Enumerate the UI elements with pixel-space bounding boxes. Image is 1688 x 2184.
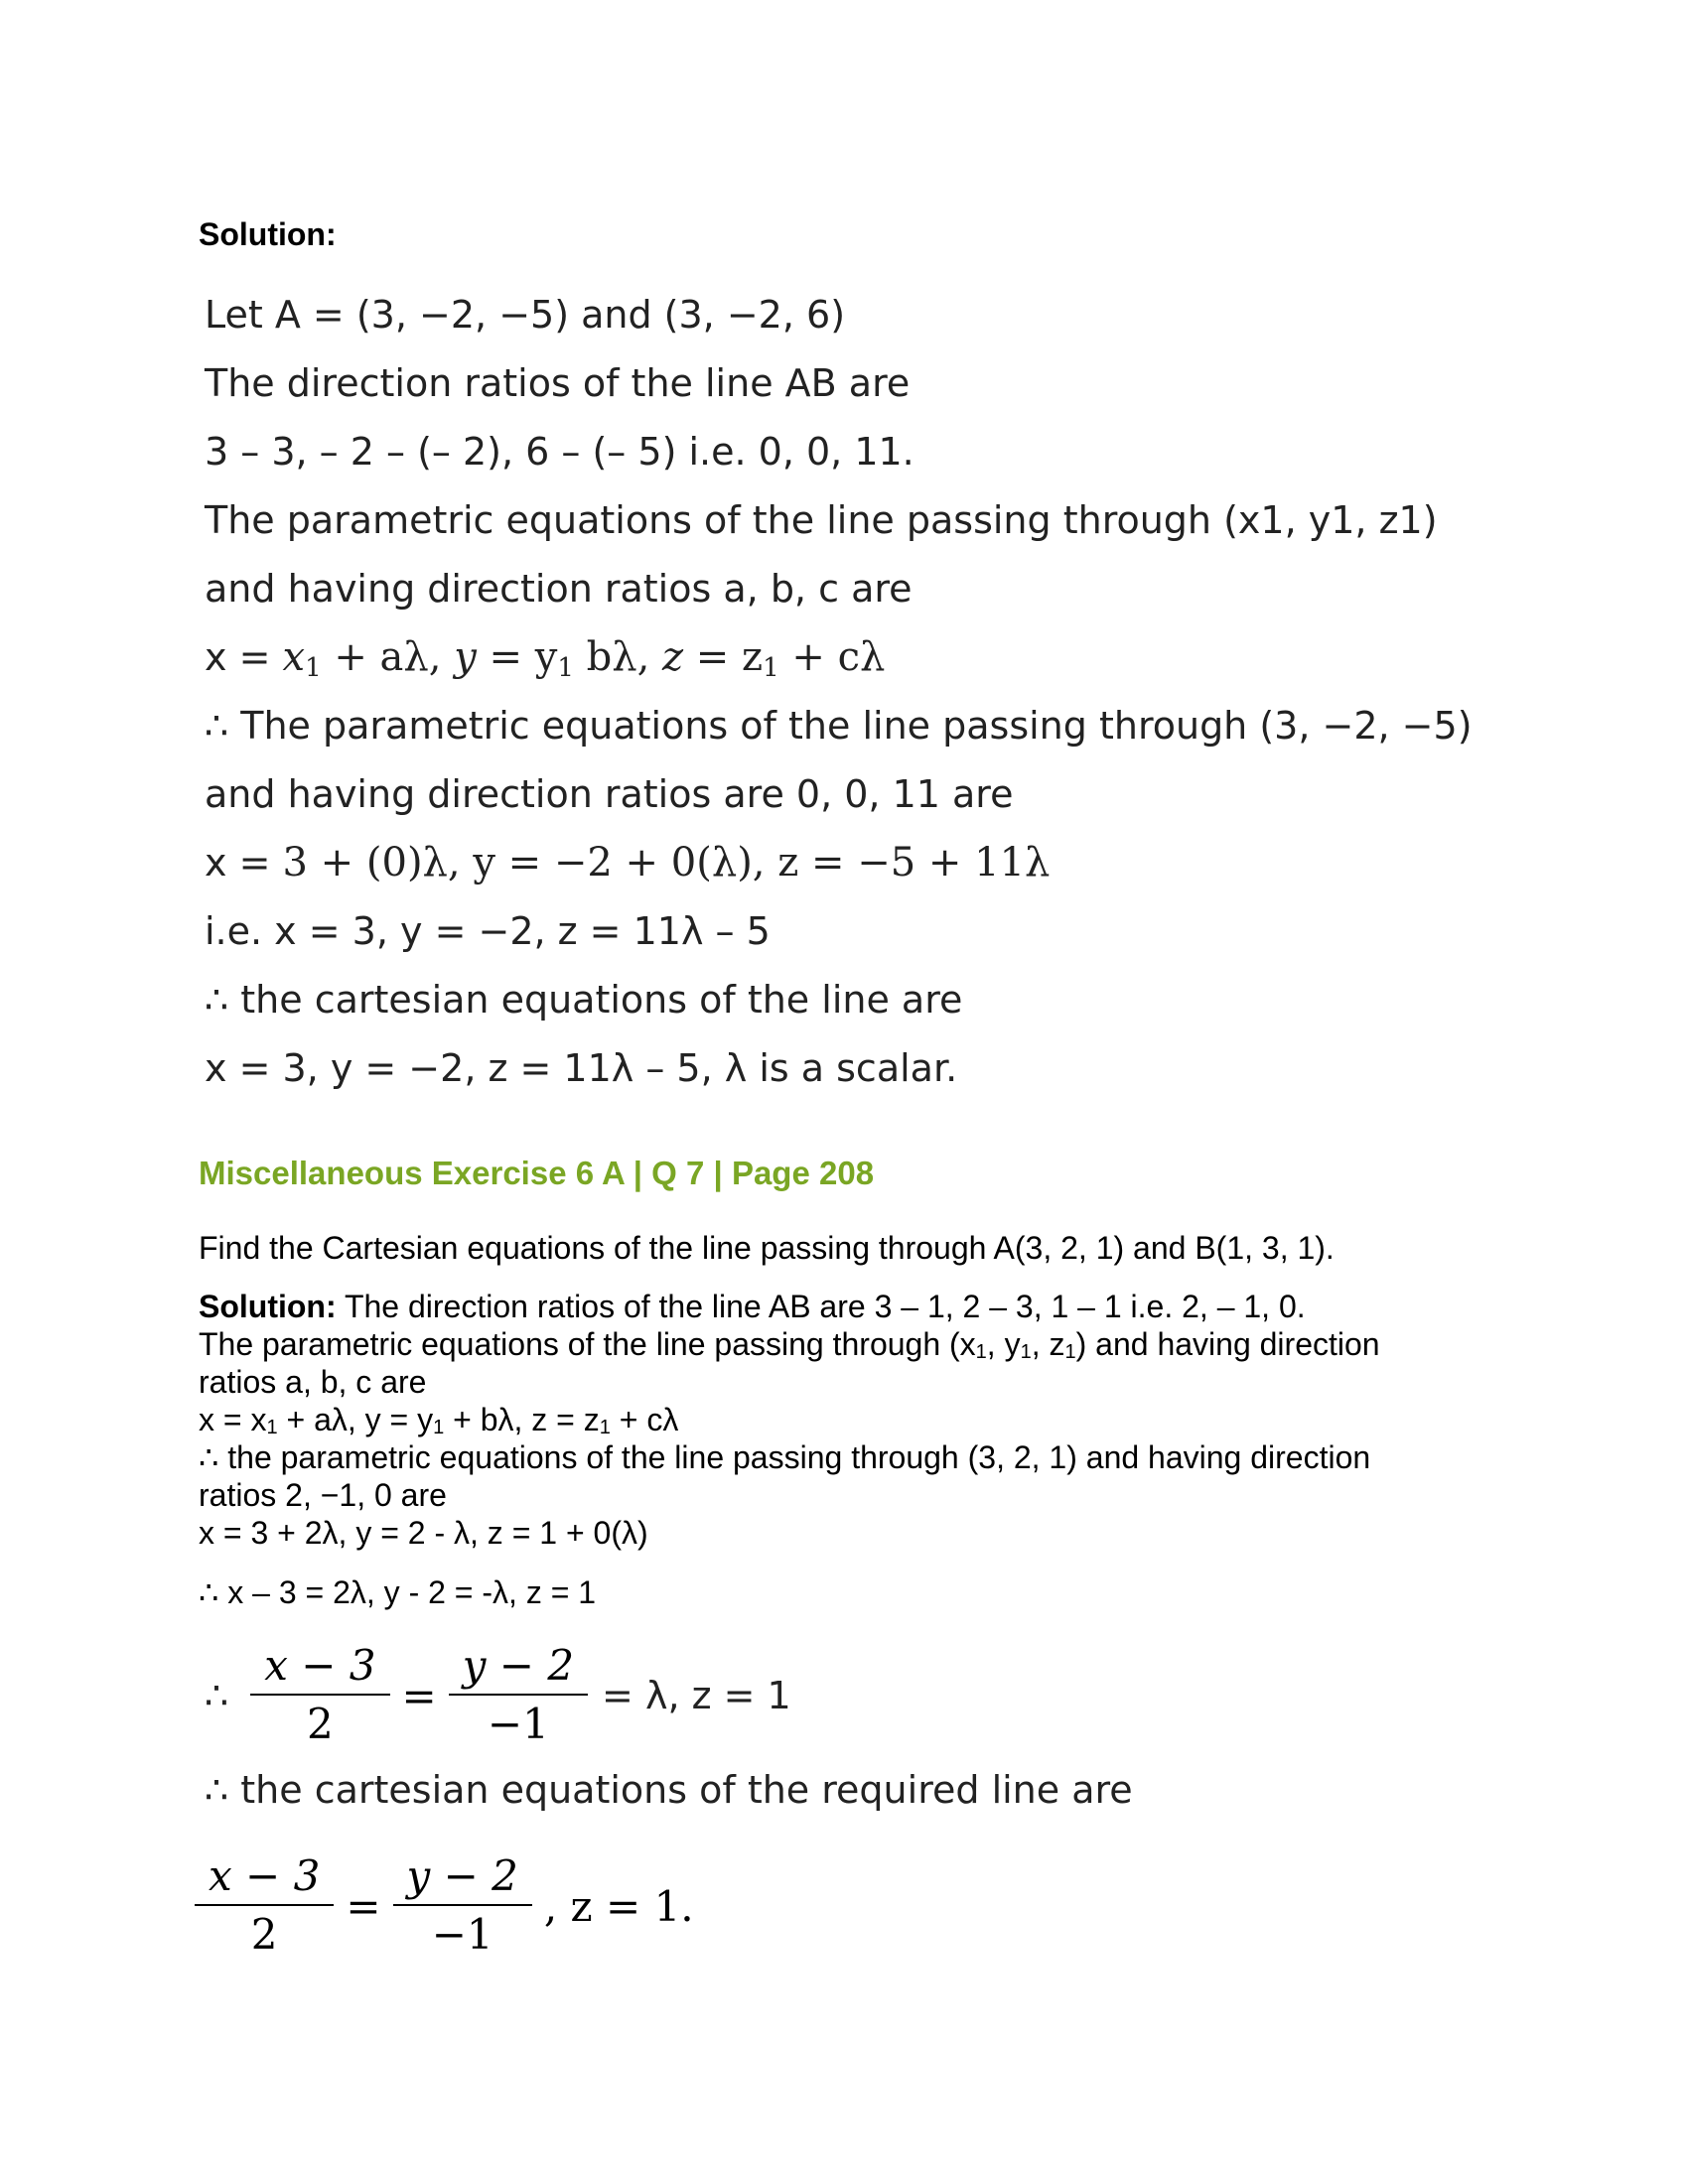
text-line: ∴ the parametric equations of the line passing through (3, 2, 1) and having direction — [199, 1439, 1371, 1475]
solution-line: x = 3, y = −2, z = 11λ – 5, λ is a scalar. — [205, 1046, 958, 1090]
solution-line: ∴ the cartesian equations of the line are — [205, 978, 963, 1022]
solution-first-line: Solution: The direction ratios of the line AB are 3 – 1, 2 – 3, 1 – 1 i.e. 2, – 1, 0. — [199, 1289, 1306, 1324]
specific-parametric-equation: x = 3 + (0)λ, y = −2 + 0(λ), z = −5 + 11λ — [205, 840, 1051, 886]
solution-line: 3 – 3, – 2 – (– 2), 6 – (– 5) i.e. 0, 0, 11. — [205, 430, 914, 474]
solution-line: The parametric equations of the line passing through (x1, y1, z1) — [205, 498, 1438, 542]
fraction: $\frac{x - 3}{2}$ — [195, 1848, 334, 1964]
solution-line: and having direction ratios a, b, c are — [205, 567, 913, 611]
text-line: ratios a, b, c are — [199, 1364, 427, 1400]
rearranged-equation-line: ∴ x – 3 = 2λ, y - 2 = -λ, z = 1 — [199, 1574, 597, 1610]
solution-text-block — [199, 1288, 1489, 1611]
general-parametric-equation: $x = x_1 + a\lambda$, $y = y_1$ bλ, $z = z_1 + c\lambda$ — [205, 634, 886, 683]
fraction: $\frac{y - 2}{-1}$ — [449, 1638, 588, 1753]
fraction-equation-2: $\frac{x - 3}{2}$ = $\frac{y - 2}{-1}$ , z = 1. — [195, 1848, 694, 1964]
general-equation-line: $x = x_1 + a\lambda$, $y = y_1 + b\lambda$, $z = z_1 + c\lambda$ — [199, 1402, 679, 1438]
solution-line: ∴ The parametric equations of the line passing through (3, −2, −5) — [205, 704, 1473, 748]
solution-image-block — [205, 281, 1473, 1103]
fraction-equation-1: ∴ $\frac{x - 3}{2}$ = $\frac{y - 2}{-1}$ = λ, z = 1 — [205, 1638, 791, 1753]
fraction: $\frac{x - 3}{2}$ — [250, 1638, 389, 1753]
solution-label: Solution: — [199, 216, 337, 252]
param-intro-line: The parametric equations of the line passing through ($x_1$, $y_1$, $z_1$) and having direction — [199, 1326, 1380, 1363]
solution-line: Let A = (3, −2, −5) and (3, −2, 6) — [205, 293, 846, 337]
solution-label: Solution: — [199, 1289, 337, 1324]
solution-line: The direction ratios of the line AB are — [205, 361, 911, 405]
solution-line: i.e. x = 3, y = −2, z = 11λ – 5 — [205, 909, 771, 953]
exercise-heading: Miscellaneous Exercise 6 A | Q 7 | Page 208 — [199, 1155, 875, 1191]
solution-line: and having direction ratios are 0, 0, 11 are — [205, 772, 1014, 816]
cartesian-intro: ∴ the cartesian equations of the required line are — [205, 1768, 1133, 1812]
therefore-symbol: ∴ — [205, 1674, 229, 1717]
fraction: $\frac{y - 2}{-1}$ — [393, 1848, 532, 1964]
param-equation-line: x = 3 + 2λ, y = 2 - λ, z = 1 + 0(λ) — [199, 1515, 648, 1551]
text-line: ratios 2, −1, 0 are — [199, 1477, 447, 1513]
question-text: Find the Cartesian equations of the line passing through A(3, 2, 1) and B(1, 3, 1). — [199, 1230, 1335, 1266]
